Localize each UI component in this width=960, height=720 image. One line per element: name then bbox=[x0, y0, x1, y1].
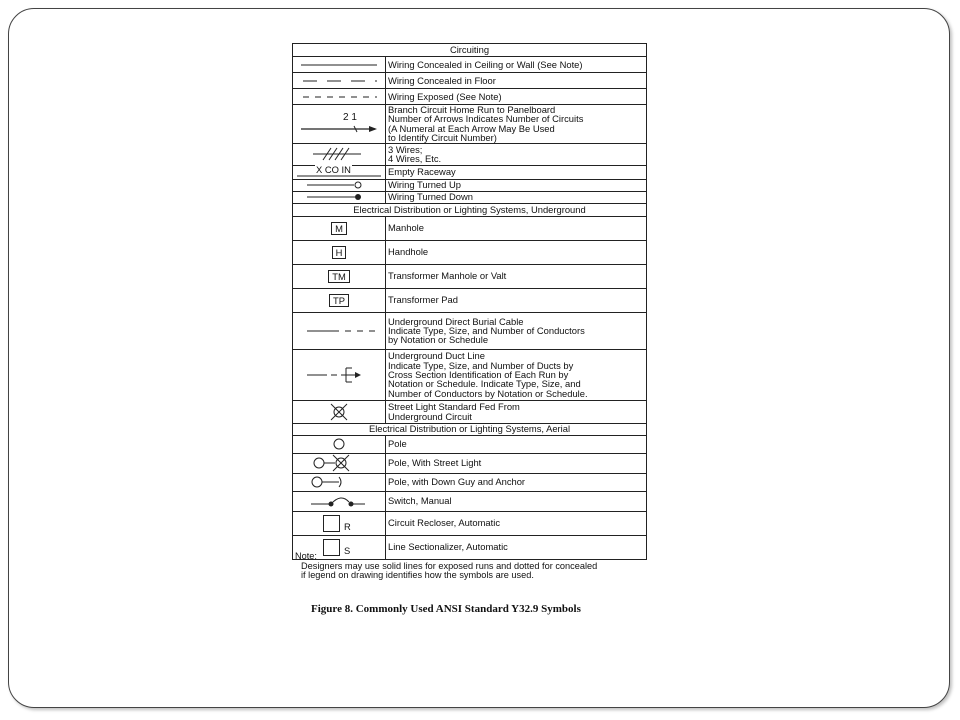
circuit-recloser-symbol bbox=[293, 511, 386, 535]
legend-row bbox=[293, 73, 647, 89]
legend-row bbox=[293, 349, 647, 400]
exposed-wiring-line-symbol bbox=[293, 89, 386, 105]
empty-raceway-symbol bbox=[293, 165, 386, 179]
direct-burial-cable-symbol bbox=[293, 312, 386, 349]
legend-description: Wiring Turned Down bbox=[386, 191, 647, 203]
legend-row bbox=[293, 288, 647, 312]
section-header-label: Electrical Distribution or Lighting Systems, Aerial bbox=[293, 423, 647, 435]
legend-description: Line Sectionalizer, Automatic bbox=[386, 535, 647, 559]
legend-description: Wiring Concealed in Ceiling or Wall (See Note) bbox=[386, 57, 647, 73]
legend-description-multiline: Branch Circuit Home Run to Panelboard Number of Arrows Indicates Number of Circuits (A Numeral at Each Arrow May Be Used to Identify Circuit Number) bbox=[386, 105, 647, 144]
handhole-symbol: H bbox=[293, 240, 386, 264]
pole-guy-anchor-symbol bbox=[293, 473, 386, 491]
raceway-marks: X CO IN bbox=[316, 164, 351, 176]
duct-line-symbol bbox=[293, 349, 386, 400]
legend-description: Pole bbox=[386, 435, 647, 453]
manhole-symbol: M bbox=[293, 216, 386, 240]
legend-row bbox=[293, 491, 647, 511]
legend-description: Handhole bbox=[386, 240, 647, 264]
legend-row bbox=[293, 89, 647, 105]
legend-row bbox=[293, 240, 647, 264]
legend-row bbox=[293, 165, 647, 179]
legend-row bbox=[293, 143, 647, 165]
legend-row bbox=[293, 473, 647, 491]
section-header-aerial bbox=[293, 423, 647, 435]
turned-up-symbol bbox=[293, 179, 386, 191]
legend-description: Transformer Pad bbox=[386, 288, 647, 312]
transformer-pad-symbol: TP bbox=[293, 288, 386, 312]
legend-description: Wiring Turned Up bbox=[386, 179, 647, 191]
legend-row bbox=[293, 435, 647, 453]
manual-switch-symbol bbox=[293, 491, 386, 511]
legend-description: Pole, with Down Guy and Anchor bbox=[386, 473, 647, 491]
legend-description-multiline: Street Light Standard Fed From Underground Circuit bbox=[386, 400, 647, 423]
legend-description-multiline: Underground Direct Burial Cable Indicate Type, Size, and Number of Conductors by Notation or Schedule bbox=[386, 312, 647, 349]
legend-description: Transformer Manhole or Valt bbox=[386, 264, 647, 288]
legend-row bbox=[293, 400, 647, 423]
legend-description-multiline: Underground Duct Line Indicate Type, Size, and Number of Ducts by Cross Section Identification of Each Run by Notation or Schedule. Indicate Type, Size, and Number of Conductors by Notation or Schedule. bbox=[386, 349, 647, 400]
legend-row bbox=[293, 264, 647, 288]
figure-caption: Figure 8. Commonly Used ANSI Standard Y32.9 Symbols bbox=[311, 603, 581, 615]
note-line: Designers may use solid lines for exposed runs and dotted for concealed bbox=[301, 560, 598, 571]
pole-symbol bbox=[293, 435, 386, 453]
legend-note bbox=[295, 552, 655, 581]
home-run-numerals: 2 1 bbox=[343, 111, 357, 123]
legend-row bbox=[293, 511, 647, 535]
section-header-underground bbox=[293, 203, 647, 216]
legend-row bbox=[293, 216, 647, 240]
legend-row bbox=[293, 312, 647, 349]
note-line: if legend on drawing identifies how the symbols are used. bbox=[301, 570, 534, 581]
legend-description: Switch, Manual bbox=[386, 491, 647, 511]
section-header-label: Electrical Distribution or Lighting Systems, Underground bbox=[293, 203, 647, 216]
legend-description: Pole, With Street Light bbox=[386, 453, 647, 473]
legend-row bbox=[293, 453, 647, 473]
pole-street-light-symbol bbox=[293, 453, 386, 473]
section-header-circuiting bbox=[293, 44, 647, 57]
recloser-letter: R bbox=[344, 521, 351, 533]
legend-description-multiline: 3 Wires; 4 Wires, Etc. bbox=[386, 143, 647, 165]
note-label: Note: bbox=[295, 551, 317, 561]
legend-row bbox=[293, 179, 647, 191]
legend-description: Circuit Recloser, Automatic bbox=[386, 511, 647, 535]
legend-description: Wiring Exposed (See Note) bbox=[386, 89, 647, 105]
legend-description: Manhole bbox=[386, 216, 647, 240]
wire-count-hatch-symbol bbox=[293, 143, 386, 165]
concealed-floor-line-symbol bbox=[293, 73, 386, 89]
legend-row bbox=[293, 191, 647, 203]
legend-row bbox=[293, 105, 647, 144]
concealed-ceiling-line-symbol bbox=[293, 57, 386, 73]
transformer-manhole-symbol: TM bbox=[293, 264, 386, 288]
turned-down-symbol bbox=[293, 191, 386, 203]
legend-description: Empty Raceway bbox=[386, 165, 647, 179]
street-light-underground-symbol bbox=[293, 400, 386, 423]
section-header-label: Circuiting bbox=[293, 44, 647, 57]
symbol-legend-table bbox=[292, 43, 647, 560]
home-run-arrow-symbol bbox=[293, 105, 386, 144]
sectionalizer-letter: S bbox=[344, 545, 351, 557]
legend-row bbox=[293, 57, 647, 73]
legend-description: Wiring Concealed in Floor bbox=[386, 73, 647, 89]
